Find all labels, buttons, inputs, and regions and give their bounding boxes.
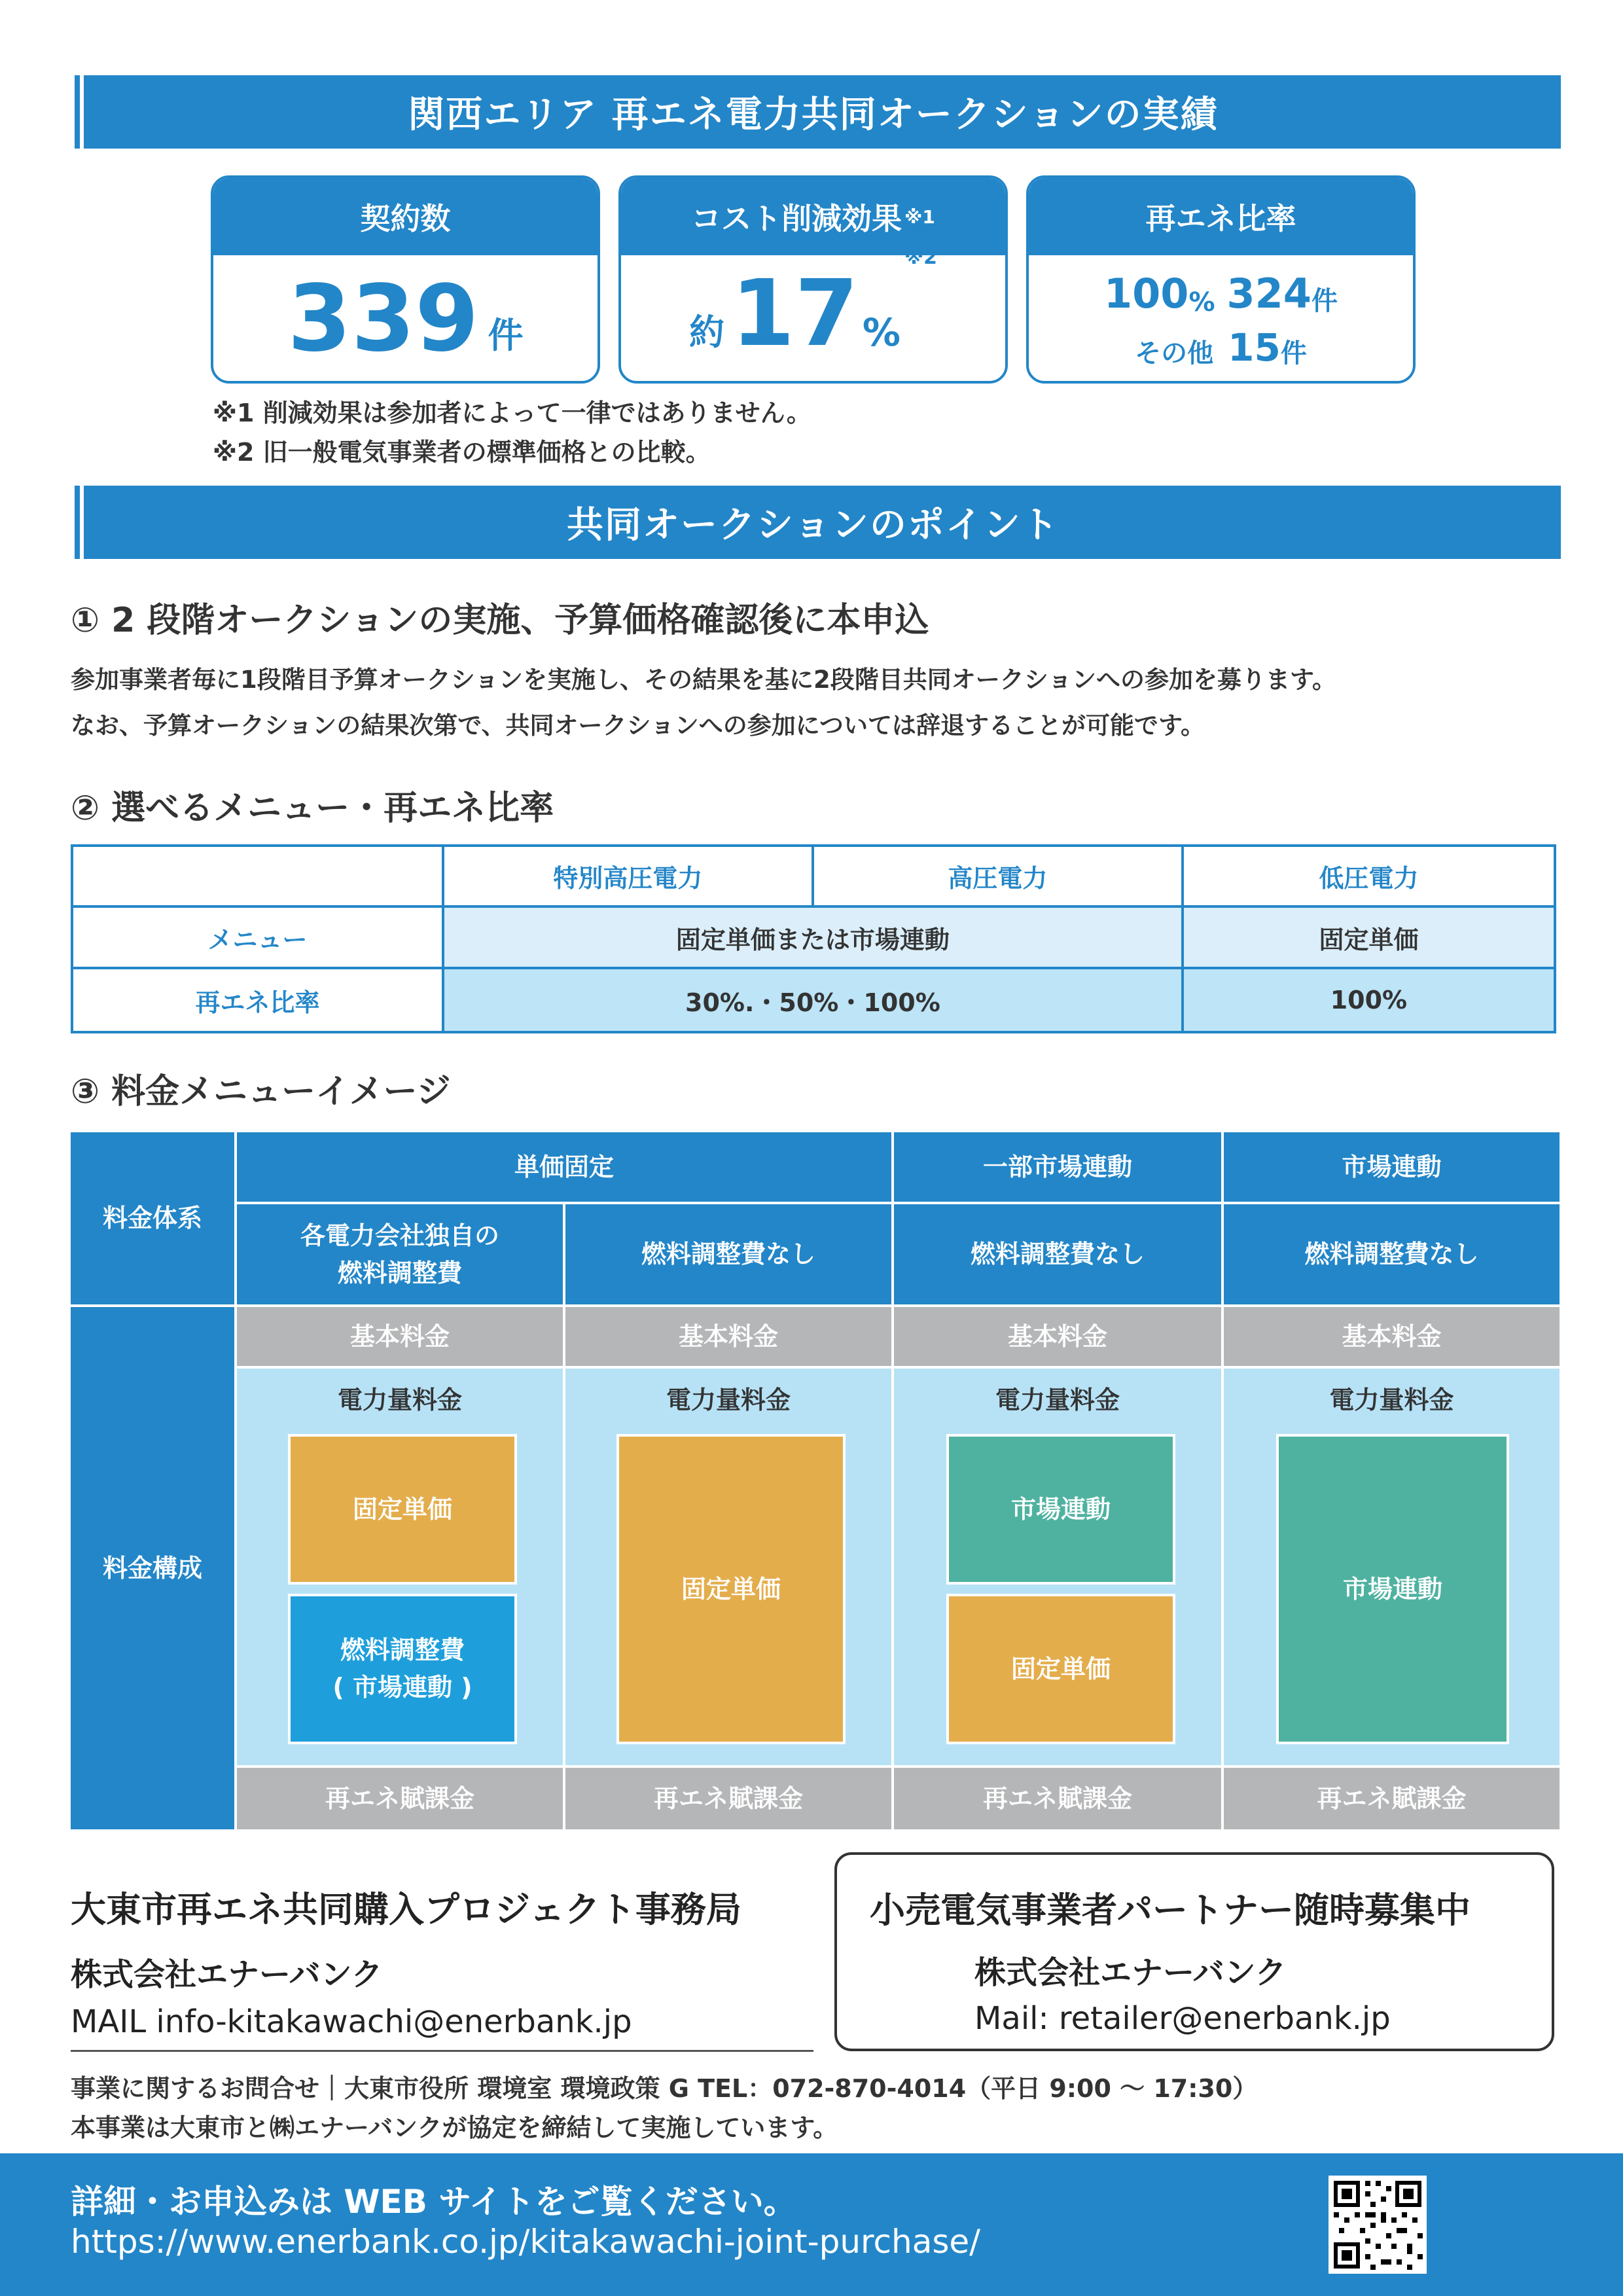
fee-menu-diagram bbox=[71, 1132, 1560, 1829]
fee-system-label: 料金体系 bbox=[71, 1132, 234, 1304]
fuel-market-line2: ( 市場連動 ) bbox=[332, 1673, 473, 1702]
market-block-4: 市場連動 bbox=[1276, 1434, 1509, 1744]
cost-reduction-prefix: 約 bbox=[689, 312, 724, 353]
point3-title: ③ 料金メニューイメージ bbox=[71, 1072, 451, 1111]
sub-no-fuel-3: 燃料調整費なし bbox=[1224, 1204, 1560, 1304]
base-fee-2: 基本料金 bbox=[565, 1307, 891, 1366]
energy-fee-label-1: 電力量料金 bbox=[337, 1385, 462, 1414]
results-heading: 関西エリア 再エネ電力共同オークションの実績 bbox=[408, 94, 1219, 136]
sub-fuel-own bbox=[237, 1204, 563, 1304]
levy-2: 再エネ賦課金 bbox=[565, 1768, 891, 1829]
group-fixed: 単価固定 bbox=[237, 1132, 891, 1202]
group-market: 市場連動 bbox=[1224, 1132, 1560, 1202]
market-block-3: 市場連動 bbox=[946, 1434, 1175, 1585]
office-title: 大東市再エネ共同購入プロジェクト事務局 bbox=[71, 1889, 741, 1930]
cost-reduction-label: コスト削減効果 bbox=[691, 201, 902, 236]
menu-table-corner bbox=[72, 846, 443, 906]
row-menu-high: 固定単価または市場連動 bbox=[443, 906, 1183, 968]
row-menu-low: 固定単価 bbox=[1183, 906, 1555, 968]
partner-title: 小売電気事業者パートナー随時募集中 bbox=[870, 1890, 1471, 1931]
sub-fuel-own-line2: 燃料調整費 bbox=[337, 1258, 462, 1287]
levy-4: 再エネ賦課金 bbox=[1224, 1768, 1560, 1829]
point1-text-2: なお、予算オークションの結果次第で、共同オークションへの参加については辞退することが可能です。 bbox=[71, 711, 1205, 740]
energy-col-2 bbox=[565, 1369, 891, 1765]
menu-table bbox=[71, 844, 1556, 1033]
note-1: ※1 削減効果は参加者によって一律ではありません。 bbox=[213, 399, 812, 427]
contract-count-card bbox=[211, 175, 600, 384]
point1-text-1: 参加事業者毎に1段階目予算オークションを実施し、その結果を基に2段階目共同オークションへの参加を募ります。 bbox=[71, 666, 1337, 694]
footer-url[interactable]: https://www.enerbank.co.jp/kitakawachi-joint-purchase/ bbox=[71, 2223, 980, 2261]
office-mail[interactable]: MAIL info-kitakawachi@enerbank.jp bbox=[71, 2003, 632, 2040]
row-ratio-label: 再エネ比率 bbox=[72, 968, 443, 1032]
energy-fee-label-4: 電力量料金 bbox=[1329, 1385, 1454, 1414]
partner-recruit-box bbox=[834, 1852, 1554, 2051]
other-count: 15 bbox=[1228, 325, 1281, 370]
partner-mail[interactable]: Mail: retailer@enerbank.jp bbox=[974, 2000, 1391, 2037]
note-2: ※2 旧一般電気事業者の標準価格との比較。 bbox=[213, 438, 711, 467]
cost-reduction-note: ※2 bbox=[904, 246, 937, 269]
renewable-ratio-card bbox=[1026, 175, 1416, 384]
fixed-price-block-1: 固定単価 bbox=[288, 1434, 517, 1585]
inquiry-line-1: 事業に関するお問合せ｜大東市役所 環境室 環境政策 G TEL：072-870-4014（平日 9:00 ～ 17:30） bbox=[71, 2074, 1258, 2103]
qr-code-icon[interactable] bbox=[1329, 2176, 1427, 2274]
results-heading-bar bbox=[65, 75, 1561, 149]
energy-col-4 bbox=[1224, 1369, 1560, 1765]
fixed-price-block-2: 固定単価 bbox=[616, 1434, 846, 1744]
header-high: 高圧電力 bbox=[813, 846, 1183, 906]
cost-reduction-card bbox=[618, 175, 1008, 384]
header-low: 低圧電力 bbox=[1183, 846, 1555, 906]
office-company: 株式会社エナーバンク bbox=[71, 1956, 383, 1993]
header-extra-high: 特別高圧電力 bbox=[443, 846, 813, 906]
points-heading: 共同オークションのポイント bbox=[567, 504, 1060, 547]
fixed-price-block-3: 固定単価 bbox=[946, 1594, 1175, 1744]
contract-count-unit: 件 bbox=[488, 314, 524, 356]
fee-structure-label: 料金構成 bbox=[71, 1307, 234, 1829]
cost-reduction-unit: % bbox=[862, 310, 901, 355]
point2-title: ② 選べるメニュー・再エネ比率 bbox=[71, 789, 554, 828]
levy-1: 再エネ賦課金 bbox=[237, 1768, 563, 1829]
fuel-market-line1: 燃料調整費 bbox=[340, 1636, 465, 1664]
footer-banner bbox=[0, 2153, 1623, 2296]
contact-office bbox=[71, 1875, 813, 2052]
energy-fee-label-3: 電力量料金 bbox=[995, 1385, 1120, 1414]
cost-reduction-sup: ※1 bbox=[904, 206, 935, 228]
sub-no-fuel-1: 燃料調整費なし bbox=[565, 1204, 891, 1304]
other-label: その他 bbox=[1135, 338, 1214, 368]
energy-col-1 bbox=[237, 1369, 563, 1765]
renewable-ratio-pct-unit: % bbox=[1188, 287, 1215, 317]
contract-count-label: 契約数 bbox=[213, 178, 597, 255]
sub-fuel-own-line1: 各電力会社独自の bbox=[300, 1221, 499, 1250]
renewable-ratio-count: 324 bbox=[1226, 269, 1311, 317]
group-partial-market: 一部市場連動 bbox=[894, 1132, 1221, 1202]
partner-company: 株式会社エナーバンク bbox=[974, 1954, 1287, 1991]
base-fee-4: 基本料金 bbox=[1224, 1307, 1560, 1366]
renewable-ratio-count-unit: 件 bbox=[1311, 285, 1338, 316]
contract-count-value: 339 bbox=[287, 266, 479, 372]
base-fee-3: 基本料金 bbox=[894, 1307, 1221, 1366]
fuel-market-block bbox=[288, 1594, 517, 1744]
other-count-unit: 件 bbox=[1280, 338, 1307, 368]
levy-3: 再エネ賦課金 bbox=[894, 1768, 1221, 1829]
point1-title: ① 2 段階オークションの実施、予算価格確認後に本申込 bbox=[71, 601, 929, 640]
base-fee-1: 基本料金 bbox=[237, 1307, 563, 1366]
row-ratio-high: 30%.・50%・100% bbox=[443, 968, 1183, 1032]
points-heading-bar bbox=[65, 486, 1561, 559]
cost-reduction-value: 17 bbox=[731, 260, 859, 367]
renewable-ratio-label: 再エネ比率 bbox=[1029, 178, 1413, 255]
energy-fee-label-2: 電力量料金 bbox=[666, 1385, 791, 1414]
row-ratio-low: 100% bbox=[1183, 968, 1555, 1032]
energy-col-3 bbox=[894, 1369, 1221, 1765]
row-menu-label: メニュー bbox=[72, 906, 443, 968]
footer-line1: 詳細・お申込みは WEB サイトをご覧ください。 bbox=[71, 2183, 796, 2221]
inquiry-line-2: 本事業は大東市と㈱エナーバンクが協定を締結して実施しています。 bbox=[71, 2113, 838, 2142]
sub-no-fuel-2: 燃料調整費なし bbox=[894, 1204, 1221, 1304]
renewable-ratio-pct: 100 bbox=[1104, 269, 1189, 317]
